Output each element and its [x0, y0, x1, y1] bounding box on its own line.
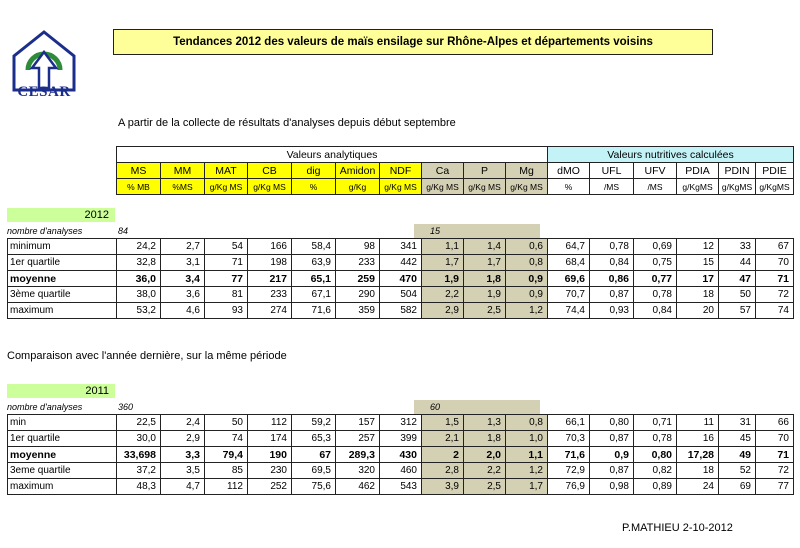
table-cell: 1,1 — [422, 239, 464, 255]
col-ms: MS — [117, 163, 161, 179]
table-cell: 1,5 — [422, 415, 464, 431]
table-cell: 3,1 — [161, 255, 205, 271]
logo-text: CESAR — [17, 84, 71, 100]
table-cell: 31 — [719, 415, 756, 431]
count-label: nombre d'analyses — [7, 402, 83, 412]
row-label: 3ème quartile — [8, 287, 117, 303]
table-cell: 2,8 — [422, 463, 464, 479]
unit-dig: % — [292, 179, 336, 195]
table-cell: 16 — [677, 431, 719, 447]
unit-pdia: g/KgMS — [677, 179, 719, 195]
row-label: 3eme quartile — [8, 463, 117, 479]
group-analytic-header: Valeurs analytiques — [117, 147, 548, 163]
table-row — [8, 463, 794, 479]
table-cell: 20 — [677, 303, 719, 319]
table-cell: 0,78 — [634, 431, 677, 447]
table-row — [8, 415, 794, 431]
table-cell: 47 — [719, 271, 756, 287]
table-cell: 230 — [248, 463, 292, 479]
table-cell: 75,6 — [292, 479, 336, 495]
group-nutritive-header: Valeurs nutritives calculées — [548, 147, 794, 163]
column-header — [116, 146, 793, 194]
col-pdie: PDIE — [756, 163, 794, 179]
subtitle: A partir de la collecte de résultats d'analyses depuis début septembre — [118, 117, 456, 129]
stats-table-2011 — [7, 414, 794, 495]
table-cell: 98 — [336, 239, 380, 255]
unit-ca: g/Kg MS — [422, 179, 464, 195]
table-cell: 252 — [248, 479, 292, 495]
table-cell: 0,9 — [506, 287, 548, 303]
table-cell: 93 — [205, 303, 248, 319]
table-cell: 71,6 — [548, 447, 590, 463]
table-cell: 24 — [677, 479, 719, 495]
row-label: moyenne — [8, 271, 117, 287]
col-ndf: NDF — [380, 163, 422, 179]
table-cell: 233 — [336, 255, 380, 271]
table-cell: 24,2 — [117, 239, 161, 255]
row-label: 1er quartile — [8, 255, 117, 271]
table-cell: 36,0 — [117, 271, 161, 287]
table-cell: 460 — [380, 463, 422, 479]
col-pdia: PDIA — [677, 163, 719, 179]
table-cell: 0,8 — [506, 255, 548, 271]
table-cell: 54 — [205, 239, 248, 255]
table-cell: 50 — [205, 415, 248, 431]
table-cell: 1,0 — [506, 431, 548, 447]
table-cell: 66,1 — [548, 415, 590, 431]
table-cell: 3,4 — [161, 271, 205, 287]
table-cell: 1,1 — [506, 447, 548, 463]
table-cell: 18 — [677, 463, 719, 479]
table-cell: 69 — [719, 479, 756, 495]
table-cell: 543 — [380, 479, 422, 495]
col-dmo: dMO — [548, 163, 590, 179]
table-cell: 112 — [205, 479, 248, 495]
table-cell: 18 — [677, 287, 719, 303]
unit-pdin: g/KgMS — [719, 179, 756, 195]
table-cell: 11 — [677, 415, 719, 431]
table-cell: 66 — [756, 415, 794, 431]
table-cell: 22,5 — [117, 415, 161, 431]
table-cell: 2,2 — [464, 463, 506, 479]
table-cell: 67 — [292, 447, 336, 463]
table-cell: 0,87 — [590, 431, 634, 447]
table-cell: 64,7 — [548, 239, 590, 255]
table-cell: 430 — [380, 447, 422, 463]
table-cell: 112 — [248, 415, 292, 431]
table-cell: 74 — [205, 431, 248, 447]
table-cell: 0,78 — [634, 287, 677, 303]
table-cell: 1,7 — [506, 479, 548, 495]
col-cb: CB — [248, 163, 292, 179]
table-cell: 0,71 — [634, 415, 677, 431]
table-cell: 290 — [336, 287, 380, 303]
col-p: P — [464, 163, 506, 179]
table-cell: 198 — [248, 255, 292, 271]
table-cell: 1,2 — [506, 463, 548, 479]
unit-mg: g/Kg MS — [506, 179, 548, 195]
table-cell: 68,4 — [548, 255, 590, 271]
table-cell: 79,4 — [205, 447, 248, 463]
row-label: 1er quartile — [8, 431, 117, 447]
table-cell: 44 — [719, 255, 756, 271]
table-cell: 2,9 — [422, 303, 464, 319]
unit-ufv: /MS — [634, 179, 677, 195]
table-cell: 72 — [756, 463, 794, 479]
table-cell: 38,0 — [117, 287, 161, 303]
table-cell: 72 — [756, 287, 794, 303]
table-cell: 50 — [719, 287, 756, 303]
table-cell: 77 — [756, 479, 794, 495]
table-cell: 33 — [719, 239, 756, 255]
table-cell: 2,5 — [464, 303, 506, 319]
table-cell: 59,2 — [292, 415, 336, 431]
table-cell: 0,9 — [506, 271, 548, 287]
table-cell: 157 — [336, 415, 380, 431]
table-cell: 0,84 — [590, 255, 634, 271]
table-cell: 12 — [677, 239, 719, 255]
table-cell: 30,0 — [117, 431, 161, 447]
row-label: minimum — [8, 239, 117, 255]
table-cell: 65,3 — [292, 431, 336, 447]
table-cell: 76,9 — [548, 479, 590, 495]
table-cell: 48,3 — [117, 479, 161, 495]
unit-amidon: g/Kg — [336, 179, 380, 195]
unit-ufl: /MS — [590, 179, 634, 195]
unit-ndf: g/Kg MS — [380, 179, 422, 195]
table-cell: 190 — [248, 447, 292, 463]
row-label: min — [8, 415, 117, 431]
table-cell: 71,6 — [292, 303, 336, 319]
table-cell: 442 — [380, 255, 422, 271]
table-cell: 70 — [756, 431, 794, 447]
table-cell: 67 — [756, 239, 794, 255]
table-cell: 0,98 — [590, 479, 634, 495]
row-label: maximum — [8, 479, 117, 495]
table-cell: 1,9 — [464, 287, 506, 303]
table-cell: 49 — [719, 447, 756, 463]
table-cell: 0,69 — [634, 239, 677, 255]
table-cell: 2,1 — [422, 431, 464, 447]
table-cell: 1,7 — [464, 255, 506, 271]
count-row-2011 — [0, 400, 800, 414]
table-row — [8, 271, 794, 287]
table-cell: 15 — [677, 255, 719, 271]
year-label-2011: 2011 — [7, 384, 115, 398]
table-cell: 4,7 — [161, 479, 205, 495]
table-cell: 2,5 — [464, 479, 506, 495]
table-cell: 1,4 — [464, 239, 506, 255]
table-cell: 81 — [205, 287, 248, 303]
table-row — [8, 239, 794, 255]
table-cell: 0,9 — [590, 447, 634, 463]
table-cell: 3,3 — [161, 447, 205, 463]
stats-table-2012 — [7, 238, 794, 319]
table-cell: 1,3 — [464, 415, 506, 431]
table-cell: 2,0 — [464, 447, 506, 463]
table-cell: 2 — [422, 447, 464, 463]
col-pdin: PDIN — [719, 163, 756, 179]
table-cell: 274 — [248, 303, 292, 319]
table-cell: 74,4 — [548, 303, 590, 319]
table-cell: 70 — [756, 255, 794, 271]
table-cell: 0,86 — [590, 271, 634, 287]
col-amidon: Amidon — [336, 163, 380, 179]
table-cell: 0,8 — [506, 415, 548, 431]
table-cell: 69,5 — [292, 463, 336, 479]
table-cell: 71 — [756, 447, 794, 463]
row-label: maximum — [8, 303, 117, 319]
table-cell: 17 — [677, 271, 719, 287]
table-cell: 3,9 — [422, 479, 464, 495]
table-cell: 58,4 — [292, 239, 336, 255]
table-cell: 2,9 — [161, 431, 205, 447]
table-cell: 1,2 — [506, 303, 548, 319]
table-cell: 470 — [380, 271, 422, 287]
table-cell: 257 — [336, 431, 380, 447]
table-cell: 320 — [336, 463, 380, 479]
col-ca: Ca — [422, 163, 464, 179]
table-cell: 399 — [380, 431, 422, 447]
table-cell: 1,7 — [422, 255, 464, 271]
table-cell: 85 — [205, 463, 248, 479]
table-cell: 32,8 — [117, 255, 161, 271]
table-cell: 1,8 — [464, 271, 506, 287]
table-cell: 74 — [756, 303, 794, 319]
table-cell: 2,4 — [161, 415, 205, 431]
col-dig: dig — [292, 163, 336, 179]
unit-pdie: g/KgMS — [756, 179, 794, 195]
table-cell: 77 — [205, 271, 248, 287]
table-cell: 289,3 — [336, 447, 380, 463]
row-label: moyenne — [8, 447, 117, 463]
unit-dmo: % — [548, 179, 590, 195]
count-minerals: 15 — [430, 226, 441, 236]
table-cell: 3,5 — [161, 463, 205, 479]
table-cell: 166 — [248, 239, 292, 255]
table-cell: 312 — [380, 415, 422, 431]
col-ufv: UFV — [634, 163, 677, 179]
table-cell: 69,6 — [548, 271, 590, 287]
table-cell: 72,9 — [548, 463, 590, 479]
col-mat: MAT — [205, 163, 248, 179]
table-cell: 0,75 — [634, 255, 677, 271]
table-cell: 4,6 — [161, 303, 205, 319]
table-cell: 2,7 — [161, 239, 205, 255]
table-cell: 0,80 — [634, 447, 677, 463]
table-cell: 0,89 — [634, 479, 677, 495]
comparison-text: Comparaison avec l'année dernière, sur la même période — [7, 350, 287, 362]
page-title: Tendances 2012 des valeurs de maïs ensilage sur Rhône-Alpes et départements voisins — [113, 29, 713, 55]
table-cell: 52 — [719, 463, 756, 479]
count-main: 360 — [118, 402, 134, 412]
table-cell: 57 — [719, 303, 756, 319]
table-cell: 63,9 — [292, 255, 336, 271]
table-row — [8, 255, 794, 271]
count-main: 84 — [118, 226, 129, 236]
table-row — [8, 431, 794, 447]
unit-mm: %MS — [161, 179, 205, 195]
table-cell: 71 — [756, 271, 794, 287]
col-mg: Mg — [506, 163, 548, 179]
table-cell: 1,9 — [422, 271, 464, 287]
col-ufl: UFL — [590, 163, 634, 179]
table-cell: 341 — [380, 239, 422, 255]
table-cell: 2,2 — [422, 287, 464, 303]
table-cell: 504 — [380, 287, 422, 303]
table-cell: 33,698 — [117, 447, 161, 463]
count-row-2012 — [0, 224, 800, 238]
signature: P.MATHIEU 2-10-2012 — [622, 522, 733, 534]
table-row — [8, 287, 794, 303]
count-minerals: 60 — [430, 402, 441, 412]
unit-mat: g/Kg MS — [205, 179, 248, 195]
unit-ms: % MB — [117, 179, 161, 195]
unit-cb: g/Kg MS — [248, 179, 292, 195]
table-cell: 37,2 — [117, 463, 161, 479]
table-cell: 174 — [248, 431, 292, 447]
table-cell: 0,93 — [590, 303, 634, 319]
table-row — [8, 447, 794, 463]
table-cell: 70,3 — [548, 431, 590, 447]
table-cell: 0,78 — [590, 239, 634, 255]
table-row — [8, 303, 794, 319]
table-cell: 359 — [336, 303, 380, 319]
table-cell: 582 — [380, 303, 422, 319]
table-cell: 233 — [248, 287, 292, 303]
table-cell: 0,87 — [590, 463, 634, 479]
table-cell: 217 — [248, 271, 292, 287]
table-cell: 0,84 — [634, 303, 677, 319]
table-cell: 65,1 — [292, 271, 336, 287]
table-cell: 259 — [336, 271, 380, 287]
table-cell: 1,8 — [464, 431, 506, 447]
year-label-2012: 2012 — [7, 208, 115, 222]
table-cell: 71 — [205, 255, 248, 271]
table-cell: 0,77 — [634, 271, 677, 287]
table-cell: 0,6 — [506, 239, 548, 255]
table-cell: 0,80 — [590, 415, 634, 431]
count-label: nombre d'analyses — [7, 226, 83, 236]
table-cell: 17,28 — [677, 447, 719, 463]
table-cell: 67,1 — [292, 287, 336, 303]
table-cell: 45 — [719, 431, 756, 447]
table-cell: 0,87 — [590, 287, 634, 303]
unit-p: g/Kg MS — [464, 179, 506, 195]
table-cell: 0,82 — [634, 463, 677, 479]
table-cell: 70,7 — [548, 287, 590, 303]
table-cell: 462 — [336, 479, 380, 495]
table-row — [8, 479, 794, 495]
table-cell: 53,2 — [117, 303, 161, 319]
table-cell: 3,6 — [161, 287, 205, 303]
col-mm: MM — [161, 163, 205, 179]
